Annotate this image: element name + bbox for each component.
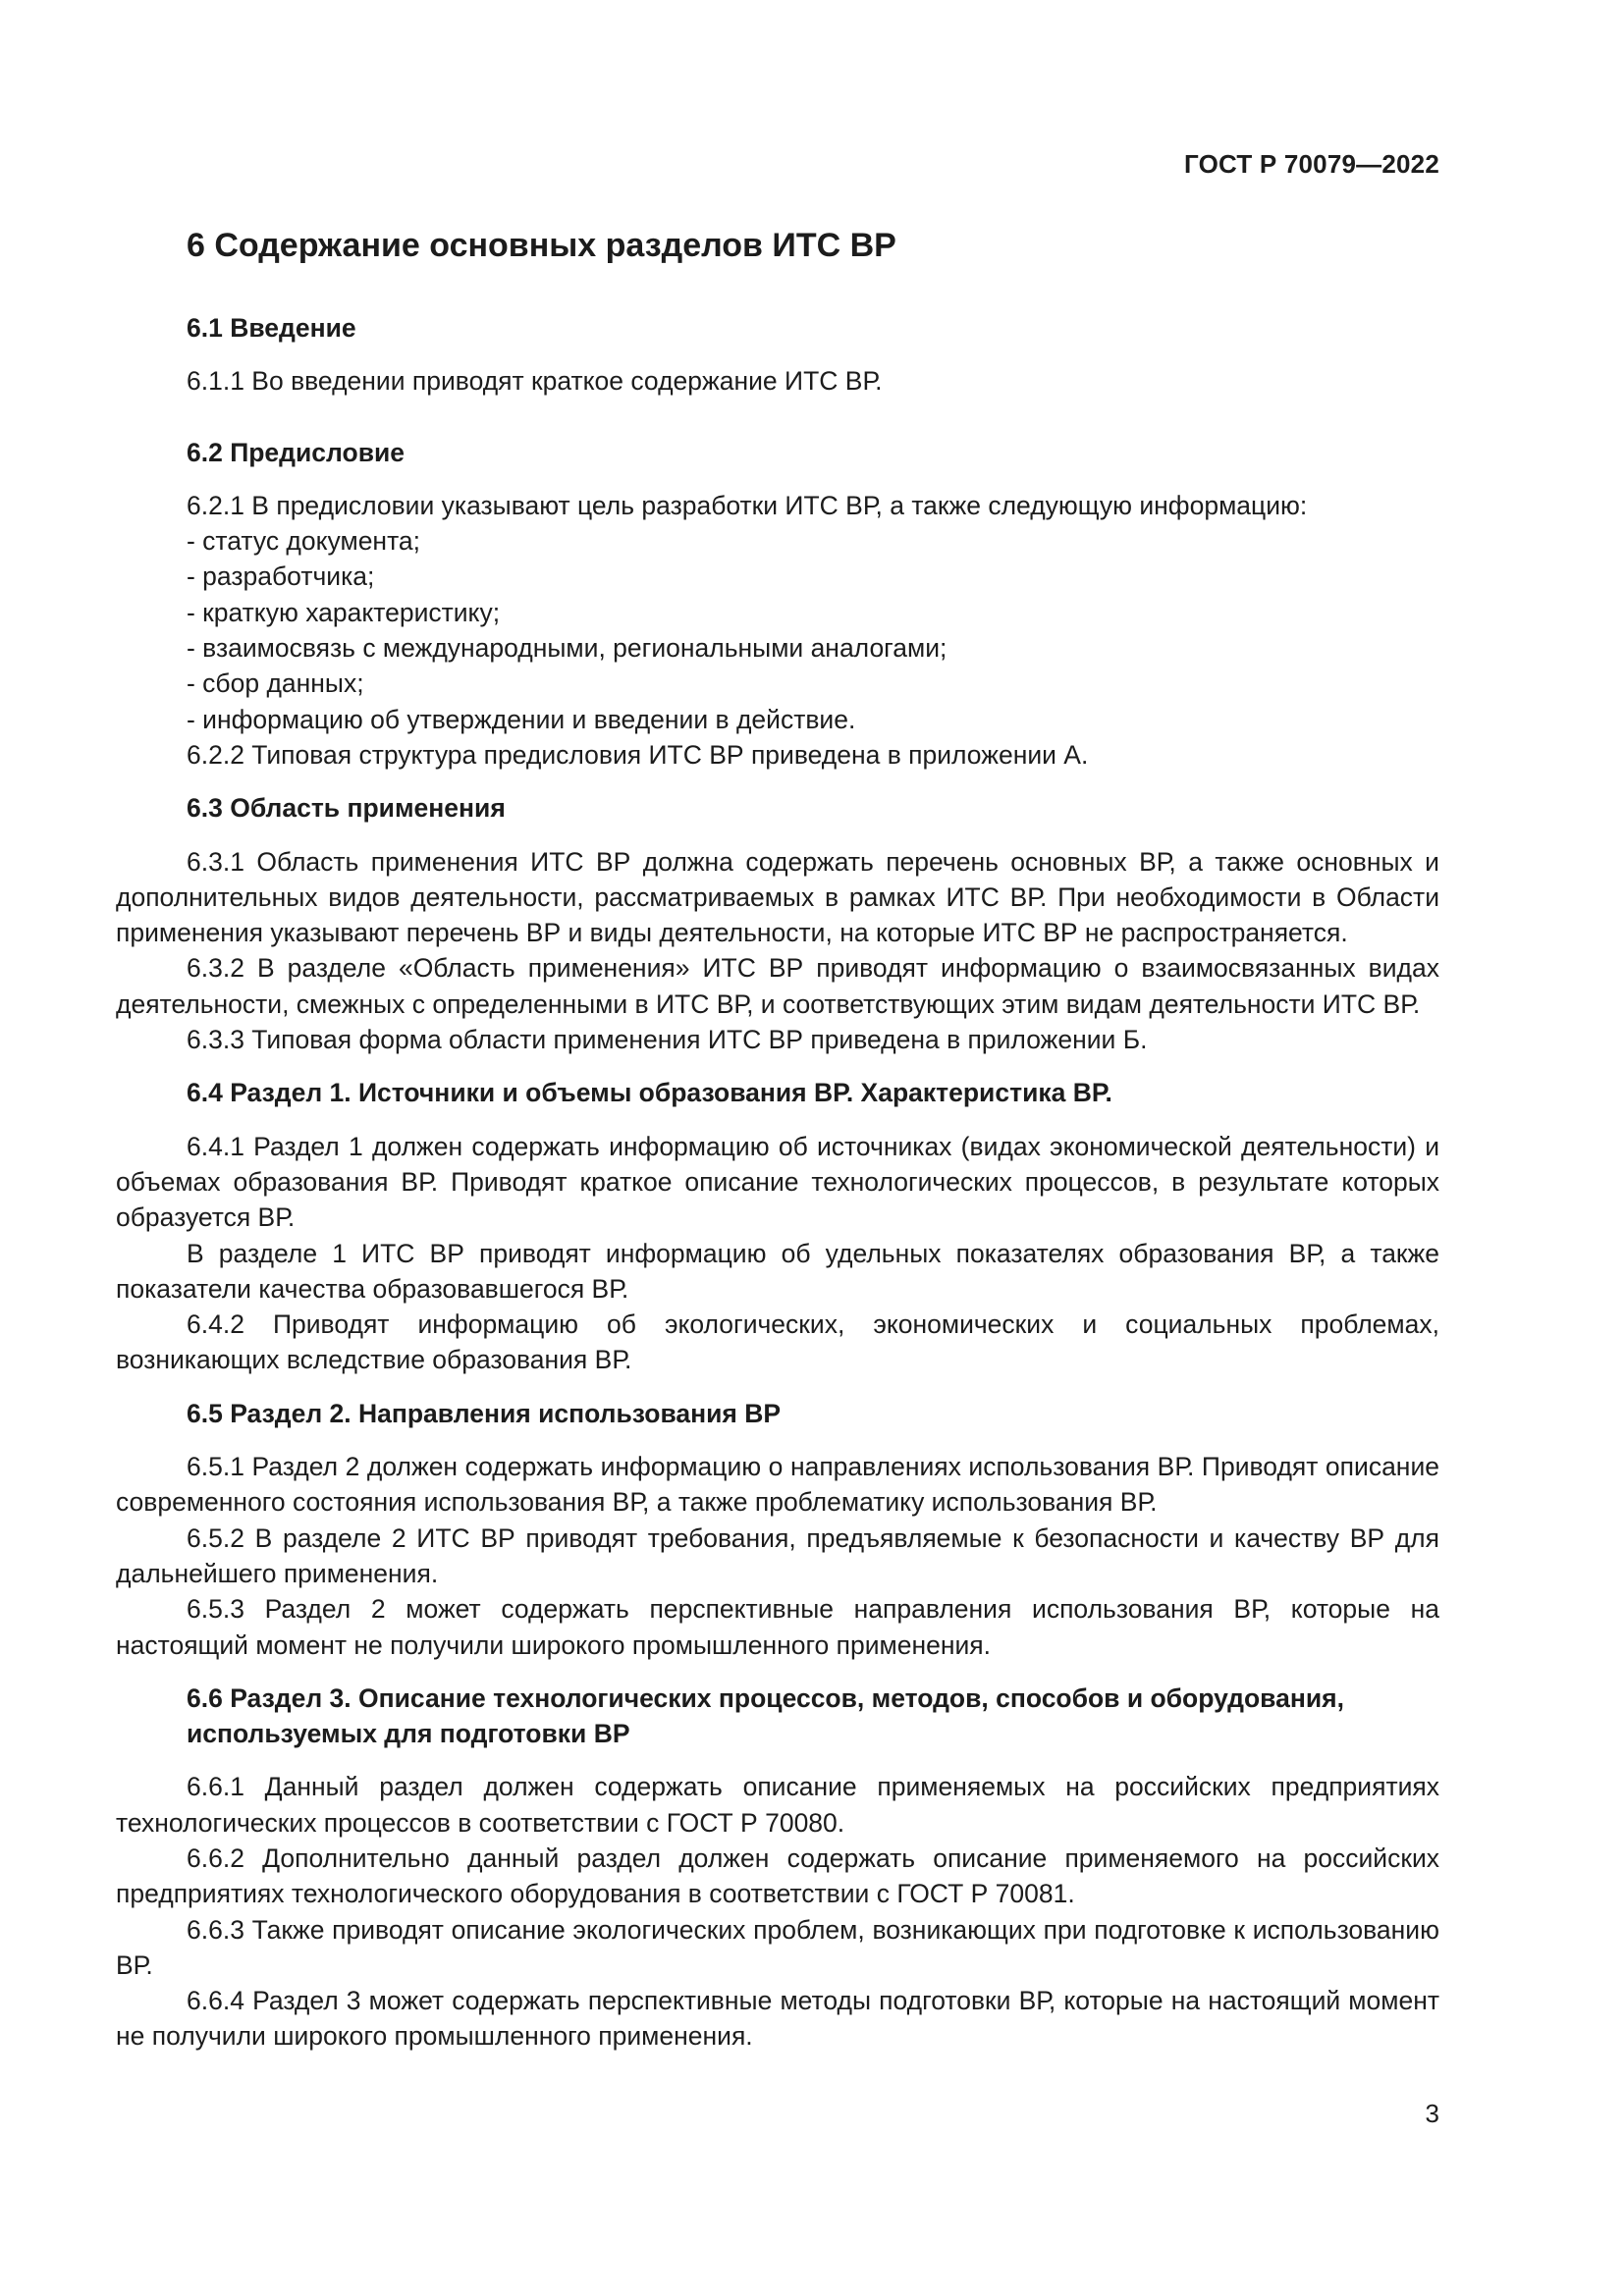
subsection-6-3-title: 6.3 Область применения	[187, 793, 506, 824]
paragraph-6-3-2: 6.3.2 В разделе «Область применения» ИТС ВР приводят информацию о взаимосвязанных видах деятельности, смежных с определенными в ИТС ВР, и соответствующих этим видам деятельности ИТС ВР.	[116, 953, 1439, 1019]
paragraph-6-6-2: 6.6.2 Дополнительно данный раздел должен содержать описание применяемого на российских предприятиях технологического оборудования в соответствии с ГОСТ Р 70081.	[116, 1842, 1439, 1909]
list-item: - краткую характеристику;	[187, 597, 501, 627]
list-item: - разработчика;	[187, 561, 375, 592]
list-item: - статус документа;	[187, 526, 421, 557]
paragraph-6-1-1: 6.1.1 Во введении приводят краткое содержание ИТС ВР.	[187, 366, 883, 397]
section-title: 6 Содержание основных разделов ИТС ВР	[187, 227, 896, 264]
paragraph-6-6-1: 6.6.1 Данный раздел должен содержать описание применяемых на российских предприятиях технологических процессов в соответствии с ГОСТ Р 70080.	[116, 1772, 1439, 1838]
subsection-6-4-title: 6.4 Раздел 1. Источники и объемы образования ВР. Характеристика ВР.	[187, 1078, 1112, 1108]
paragraph-6-2-1: 6.2.1 В предисловии указывают цель разработки ИТС ВР, а также следующую информацию:	[187, 490, 1308, 520]
page-number: 3	[1425, 2099, 1439, 2128]
paragraph-6-4-1-cont: В разделе 1 ИТС ВР приводят информацию об удельных показателях образования ВР, а также показатели качества образовавшегося ВР.	[116, 1238, 1439, 1304]
paragraph-6-6-4: 6.6.4 Раздел 3 может содержать перспективные методы подготовки ВР, которые на настоящий момент не получили широкого промышленного применения.	[116, 1986, 1439, 2052]
paragraph-6-3-1: 6.3.1 Область применения ИТС ВР должна содержать перечень основных ВР, а также основных и дополнительных видов деятельности, рассматриваемых в рамках ИТС ВР. При необходимости в Области применения указывают перечень ВР и виды деятельности, на которые ИТС ВР не распространяется.	[116, 846, 1439, 948]
list-item: - сбор данных;	[187, 668, 364, 699]
paragraph-6-3-3: 6.3.3 Типовая форма области применения ИТС ВР приведена в приложении Б.	[187, 1025, 1148, 1055]
subsection-6-6-title: 6.6 Раздел 3. Описание технологических процессов, методов, способов и оборудования, используемых для подготовки ВР	[187, 1682, 1344, 1749]
paragraph-6-6-3: 6.6.3 Также приводят описание экологических проблем, возникающих при подготовке к использованию ВР.	[116, 1914, 1439, 1980]
document-body	[116, 224, 1439, 2055]
list-item: - взаимосвязь с международными, региональными аналогами;	[187, 633, 947, 664]
subsection-6-1-title: 6.1 Введение	[187, 313, 356, 343]
paragraph-6-2-2: 6.2.2 Типовая структура предисловия ИТС ВР приведена в приложении А.	[187, 739, 1089, 770]
paragraph-6-5-1: 6.5.1 Раздел 2 должен содержать информацию о направлениях использования ВР. Приводят описание современного состояния использования ВР, а также проблематику использования ВР.	[116, 1452, 1439, 1518]
paragraph-6-5-3: 6.5.3 Раздел 2 может содержать перспективные направления использования ВР, которые на настоящий момент не получили широкого промышленного применения.	[116, 1594, 1439, 1660]
subsection-6-2-title: 6.2 Предисловие	[187, 437, 406, 467]
document-code-header: ГОСТ Р 70079—2022	[1184, 149, 1439, 179]
paragraph-6-4-2: 6.4.2 Приводят информацию об экологических, экономических и социальных проблемах, возникающих вследствие образования ВР.	[116, 1309, 1439, 1375]
paragraph-6-4-1: 6.4.1 Раздел 1 должен содержать информацию об источниках (видах экономической деятельности) и объемах образования ВР. Приводят краткое описание технологических процессов, в результате которых образуется ВР.	[116, 1131, 1439, 1233]
paragraph-6-5-2: 6.5.2 В разделе 2 ИТС ВР приводят требования, предъявляемые к безопасности и качеству ВР для дальнейшего применения.	[116, 1522, 1439, 1588]
subsection-6-5-title: 6.5 Раздел 2. Направления использования ВР	[187, 1398, 782, 1428]
list-item: - информацию об утверждении и введении в действие.	[187, 704, 856, 734]
